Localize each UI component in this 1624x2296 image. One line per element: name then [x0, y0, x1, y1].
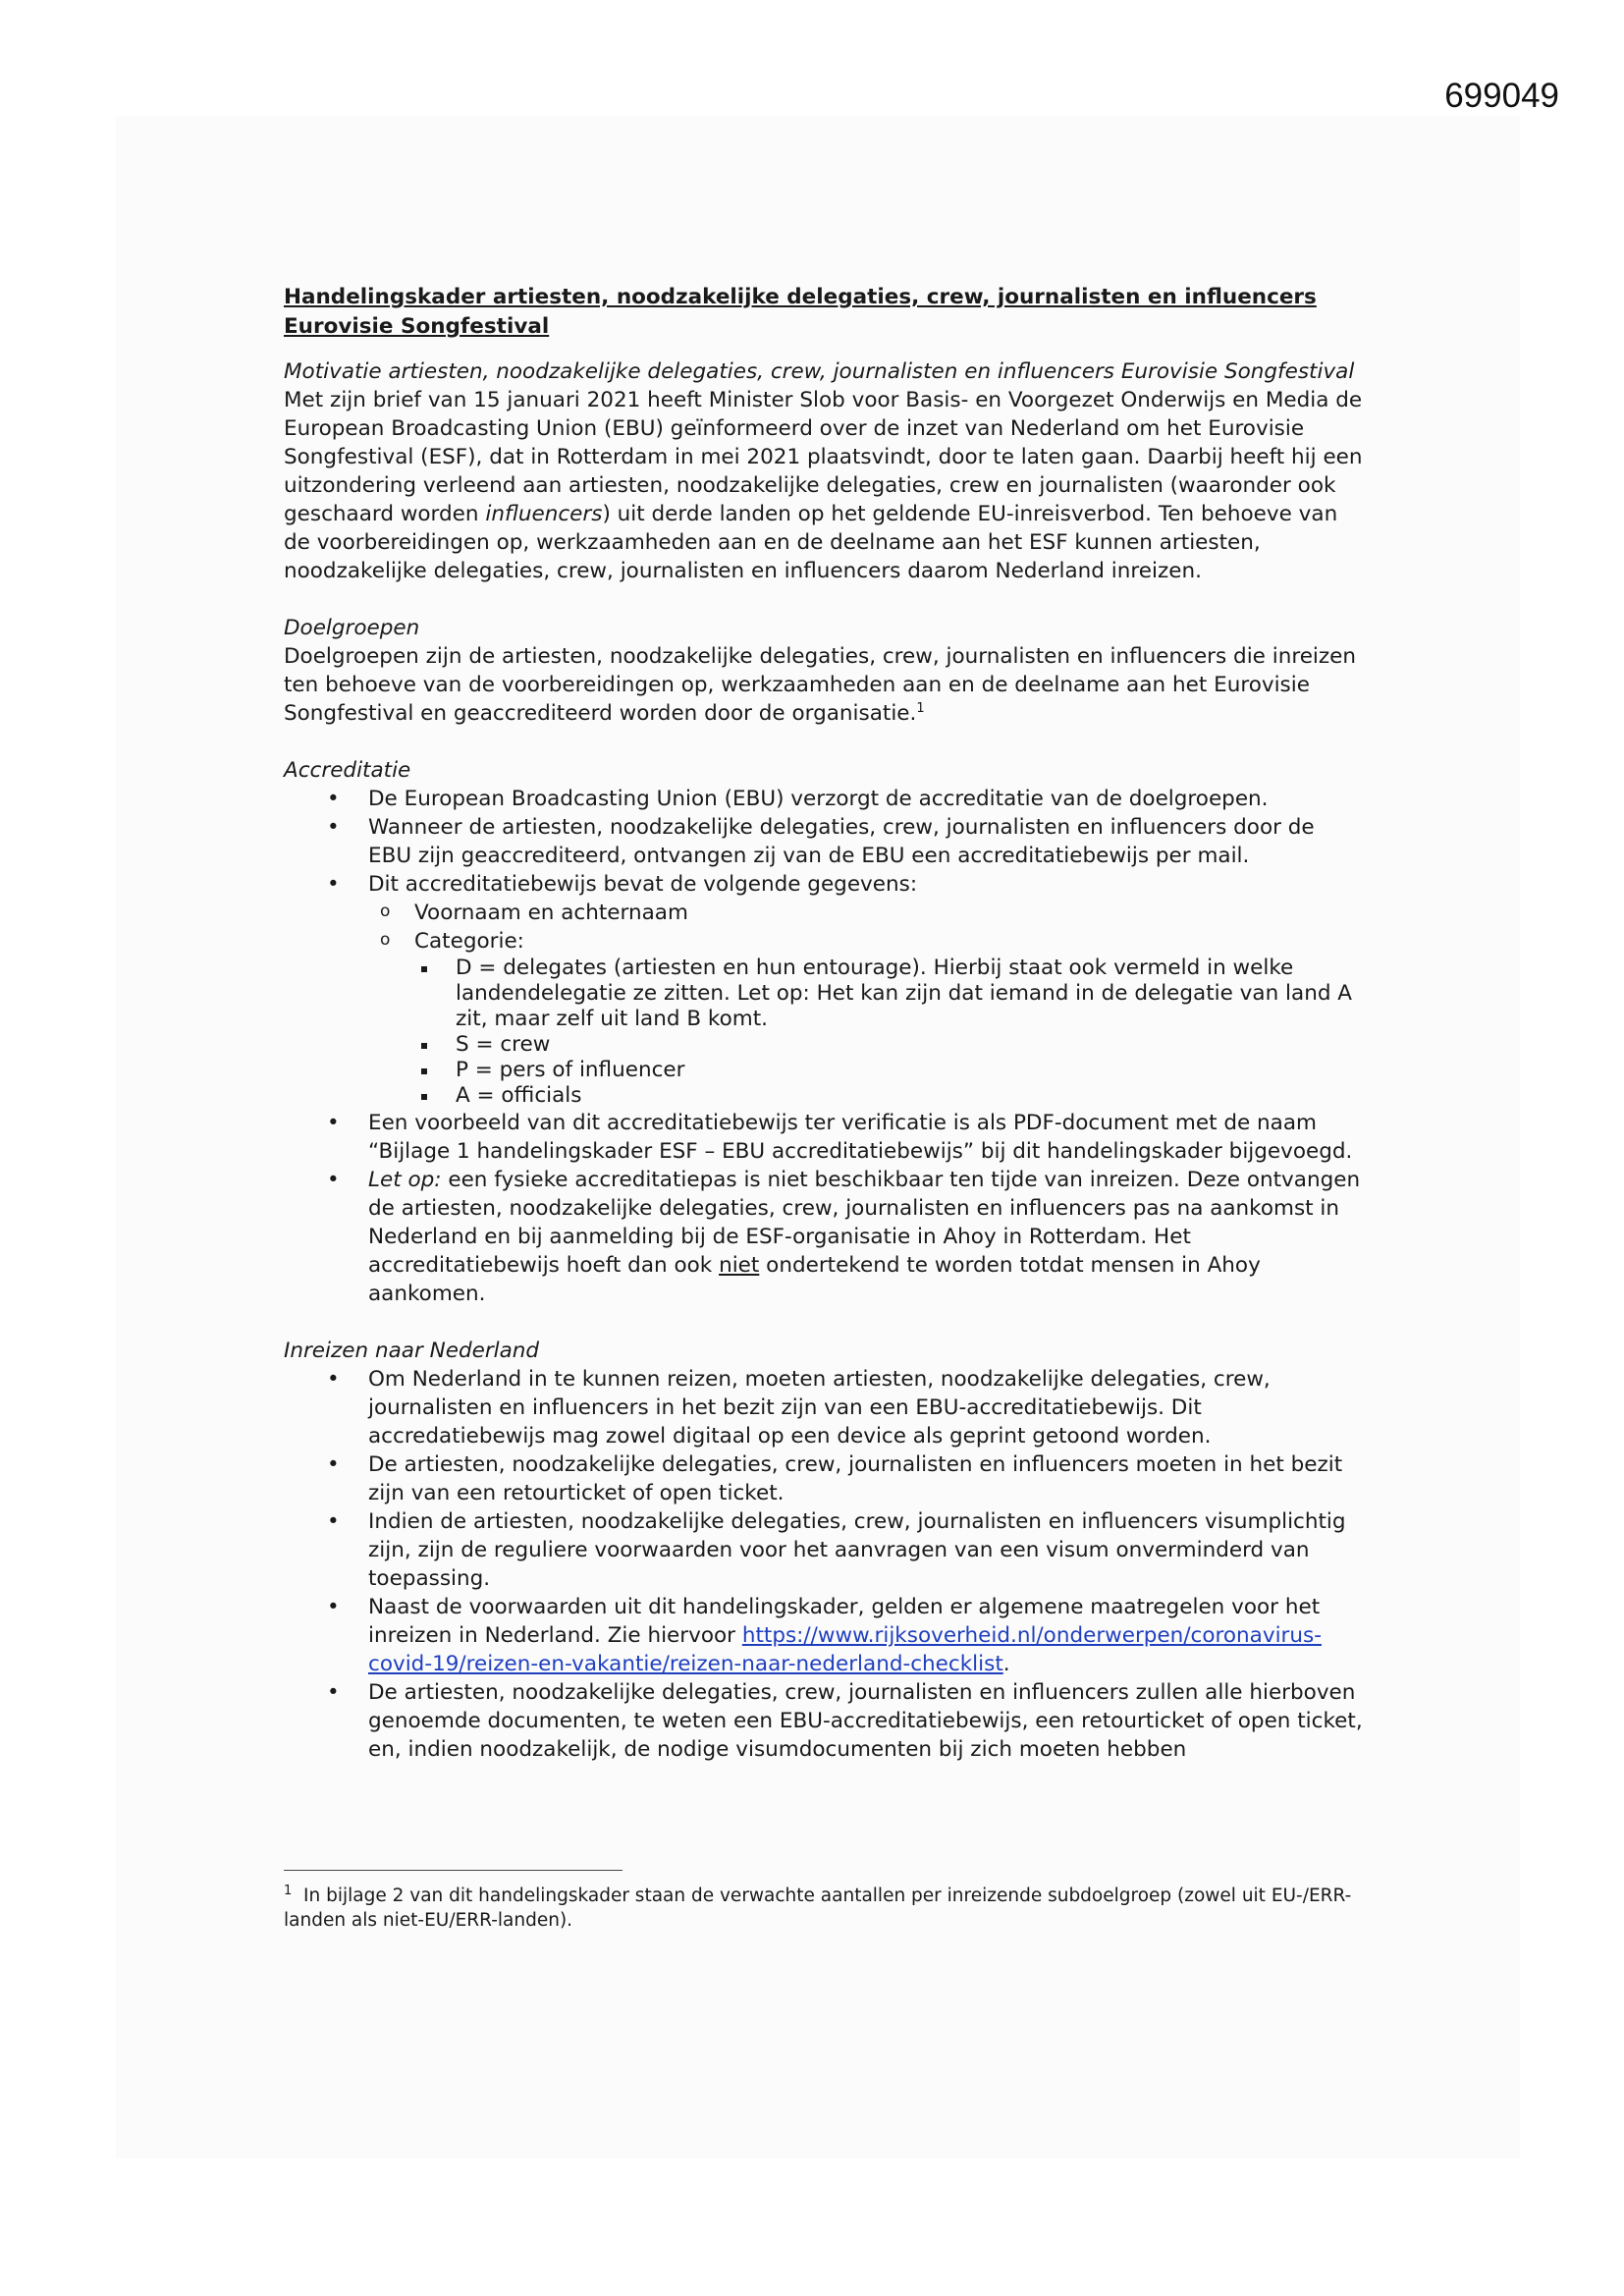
document-body — [284, 283, 1364, 1792]
section-doelgroepen — [284, 614, 1364, 728]
checklist-link[interactable]: https://www.rijksoverheid.nl/onderwerpen/coronavirus-covid-19/reizen-en-vakantie/reizen-naar-nederland-checklist — [368, 1623, 1322, 1676]
list-item-text: Dit accreditatiebewijs bevat de volgende gegevens: — [368, 872, 918, 897]
list-item-text: Naast de voorwaarden uit dit handelingskader, gelden er algemene maatregelen voor het inreizen in Nederland. Zie hiervoor — [368, 1595, 1321, 1648]
sub-list-item — [368, 927, 1364, 1109]
list-item: • Indien de artiesten, noodzakelijke delegaties, crew, journalisten en influencers visumplichtig zijn, zijn de reguliere voorwaarden voor het aanvragen van een visum onverminderd van toepassing. — [284, 1507, 1364, 1593]
list-item: • De artiesten, noodzakelijke delegaties, crew, journalisten en influencers moeten in het bezit zijn van een retourticket of open ticket. — [284, 1450, 1364, 1507]
list-item: • Wanneer de artiesten, noodzakelijke delegaties, crew, journalisten en influencers door de EBU zijn geaccrediteerd, ontvangen zij van de EBU een accreditatiebewijs per mail. — [284, 813, 1364, 870]
category-item-d: D = delegates (artiesten en hun entourage). Hierbij staat ook vermeld in welke landendelegatie ze zitten. Let op: Het kan zijn dat iemand in de delegatie van land A zit, maar zelf uit land B komt. — [414, 956, 1364, 1032]
gegevens-list — [368, 899, 1364, 1109]
category-item-p: P = pers of influencer — [414, 1058, 1364, 1083]
motivatie-text-after: ) uit derde landen op het geldende EU-inreisverbod. Ten behoeve van de voorbereidingen op, werkzaamheden aan en de deelname aan het ESF kunnen artiesten, noodzakelijke delegaties, crew, journalisten en influencers daarom Nederland inreizen. — [284, 502, 1338, 583]
list-item — [284, 1166, 1364, 1308]
category-item-s: S = crew — [414, 1032, 1364, 1058]
title-line-1: Handelingskader artiesten, noodzakelijke delegaties, crew, journalisten en influencers — [284, 285, 1317, 309]
list-item: • De European Broadcasting Union (EBU) verzorgt de accreditatie van de doelgroepen. — [284, 785, 1364, 813]
heading-inreizen: Inreizen naar Nederland — [284, 1339, 540, 1363]
section-inreizen — [284, 1337, 1364, 1764]
paragraph-motivatie — [284, 386, 1364, 585]
title-line-2: Eurovisie Songfestival — [284, 314, 550, 339]
motivatie-italic-word: influencers — [485, 502, 603, 526]
paragraph-doelgroepen — [284, 642, 1364, 728]
category-item-a: A = officials — [414, 1083, 1364, 1109]
sub-list-item: o Voornaam en achternaam — [368, 899, 1364, 927]
list-item — [284, 870, 1364, 1109]
accreditatie-list — [284, 785, 1364, 1308]
footnote-number: 1 — [284, 1883, 293, 1898]
footnote-divider — [284, 1870, 623, 1871]
inreizen-list — [284, 1365, 1364, 1764]
section-accreditatie — [284, 756, 1364, 1308]
heading-doelgroepen: Doelgroepen — [284, 616, 420, 640]
categorie-list — [414, 956, 1364, 1109]
let-op-underlined: niet — [719, 1253, 760, 1278]
list-item — [284, 1593, 1364, 1678]
list-item: • Om Nederland in te kunnen reizen, moeten artiesten, noodzakelijke delegaties, crew, journalisten en influencers in het bezit zijn van een EBU-accreditatiebewijs. Dit accredatiebewijs mag zowel digitaal op een device als geprint getoond worden. — [284, 1365, 1364, 1450]
let-op-text-1: een fysieke accreditatiepas is niet beschikbaar ten tijde van inreizen. Deze ontvangen de artiesten, noodzakelijke delegaties, crew, journalisten en influencers pas na aankomst in Nederland en bij aanmelding bij de ESF-organisatie in Ahoy in Rotterdam. Het accreditatiebewijs hoeft dan ook — [368, 1168, 1361, 1278]
let-op-label: Let op: — [368, 1168, 442, 1192]
motivatie-text-before: Met zijn brief van 15 januari 2021 heeft Minister Slob voor Basis- en Voorgezet Onderwijs en Media de European Broadcasting Union (EBU) geïnformeerd over de inzet van Nederland om het Eurovisie Songfestival (ESF), dat in Rotterdam in mei 2021 plaatsvindt, door te laten gaan. Daarbij heeft hij een uitzondering verleend aan artiesten, noodzakelijke delegaties, crew en journalisten (waaronder ook geschaard worden — [284, 388, 1363, 526]
footnote — [284, 1884, 1364, 1933]
doelgroepen-text: Doelgroepen zijn de artiesten, noodzakelijke delegaties, crew, journalisten en influencers die inreizen ten behoeve van de voorbereidingen op, werkzaamheden aan en de deelname aan het Eurovisie Songfestival en geaccrediteerd worden door de organisatie. — [284, 644, 1357, 726]
heading-motivatie: Motivatie artiesten, noodzakelijke delegaties, crew, journalisten en influencers Eurovisie Songfestival — [284, 359, 1355, 384]
document-number: 699049 — [1444, 77, 1559, 115]
list-item-end: . — [1002, 1652, 1010, 1676]
list-item: • De artiesten, noodzakelijke delegaties, crew, journalisten en influencers zullen alle hierboven genoemde documenten, te weten een EBU-accreditatiebewijs, een retourticket of open ticket, en, indien noodzakelijk, de nodige visumdocumenten bij zich moeten hebben — [284, 1678, 1364, 1764]
footnote-text: In bijlage 2 van dit handelingskader staan de verwachte aantallen per inreizende subdoelgroep (zowel uit EU-/ERR-landen als niet-EU/ERR-landen). — [284, 1886, 1352, 1931]
let-op-text-2: ondertekend te worden totdat mensen in Ahoy aankomen. — [368, 1253, 1261, 1306]
list-item: • Een voorbeeld van dit accreditatiebewijs ter verificatie is als PDF-document met de naam “Bijlage 1 handelingskader ESF – EBU accreditatiebewijs” bij dit handelingskader bijgevoegd. — [284, 1109, 1364, 1166]
footnote-reference[interactable]: 1 — [916, 700, 925, 716]
section-motivatie — [284, 357, 1364, 585]
sub-list-item-text: Categorie: — [414, 929, 524, 954]
heading-accreditatie: Accreditatie — [284, 758, 411, 783]
document-title — [284, 283, 1364, 342]
